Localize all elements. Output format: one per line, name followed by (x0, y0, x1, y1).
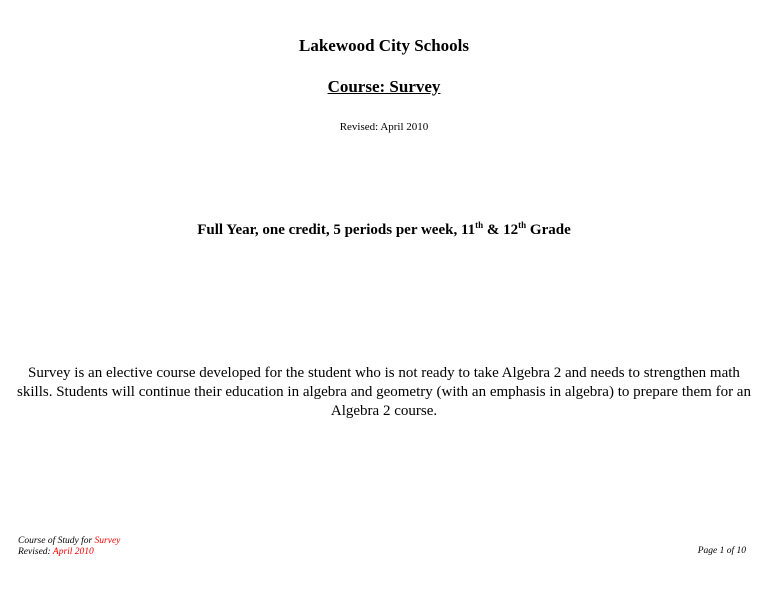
course-title: Course: Survey (327, 77, 441, 96)
course-info-middle: & 12 (483, 222, 519, 238)
course-info-sup-2: th (518, 220, 527, 230)
footer-course-label: Course of Study for (18, 536, 95, 546)
footer-revised-line (18, 547, 120, 558)
course-info (0, 222, 768, 239)
course-info-tail: Grade (526, 222, 571, 238)
footer-revised-label: Revised: (18, 547, 53, 557)
footer-course-name: Survey (94, 536, 121, 546)
footer-left (18, 536, 120, 558)
course-description: Survey is an elective course developed for the student who is not ready to take Algebra 2 and needs to strengthen math skills. Students will continue their education in algebra and geometry (with an emphasis in algebra) to prepare them for an Algebra 2 course. (17, 365, 751, 419)
page-number: Page 1 of 10 (697, 546, 746, 556)
footer-course-line (18, 536, 120, 547)
revised-date: Revised: April 2010 (339, 121, 429, 133)
course-info-lead: Full Year, one credit, 5 periods per week, 11 (197, 222, 476, 238)
course-info-sup-1: th (475, 220, 484, 230)
organization-title: Lakewood City Schools (298, 36, 470, 55)
footer-revised-date: April 2010 (52, 547, 94, 557)
